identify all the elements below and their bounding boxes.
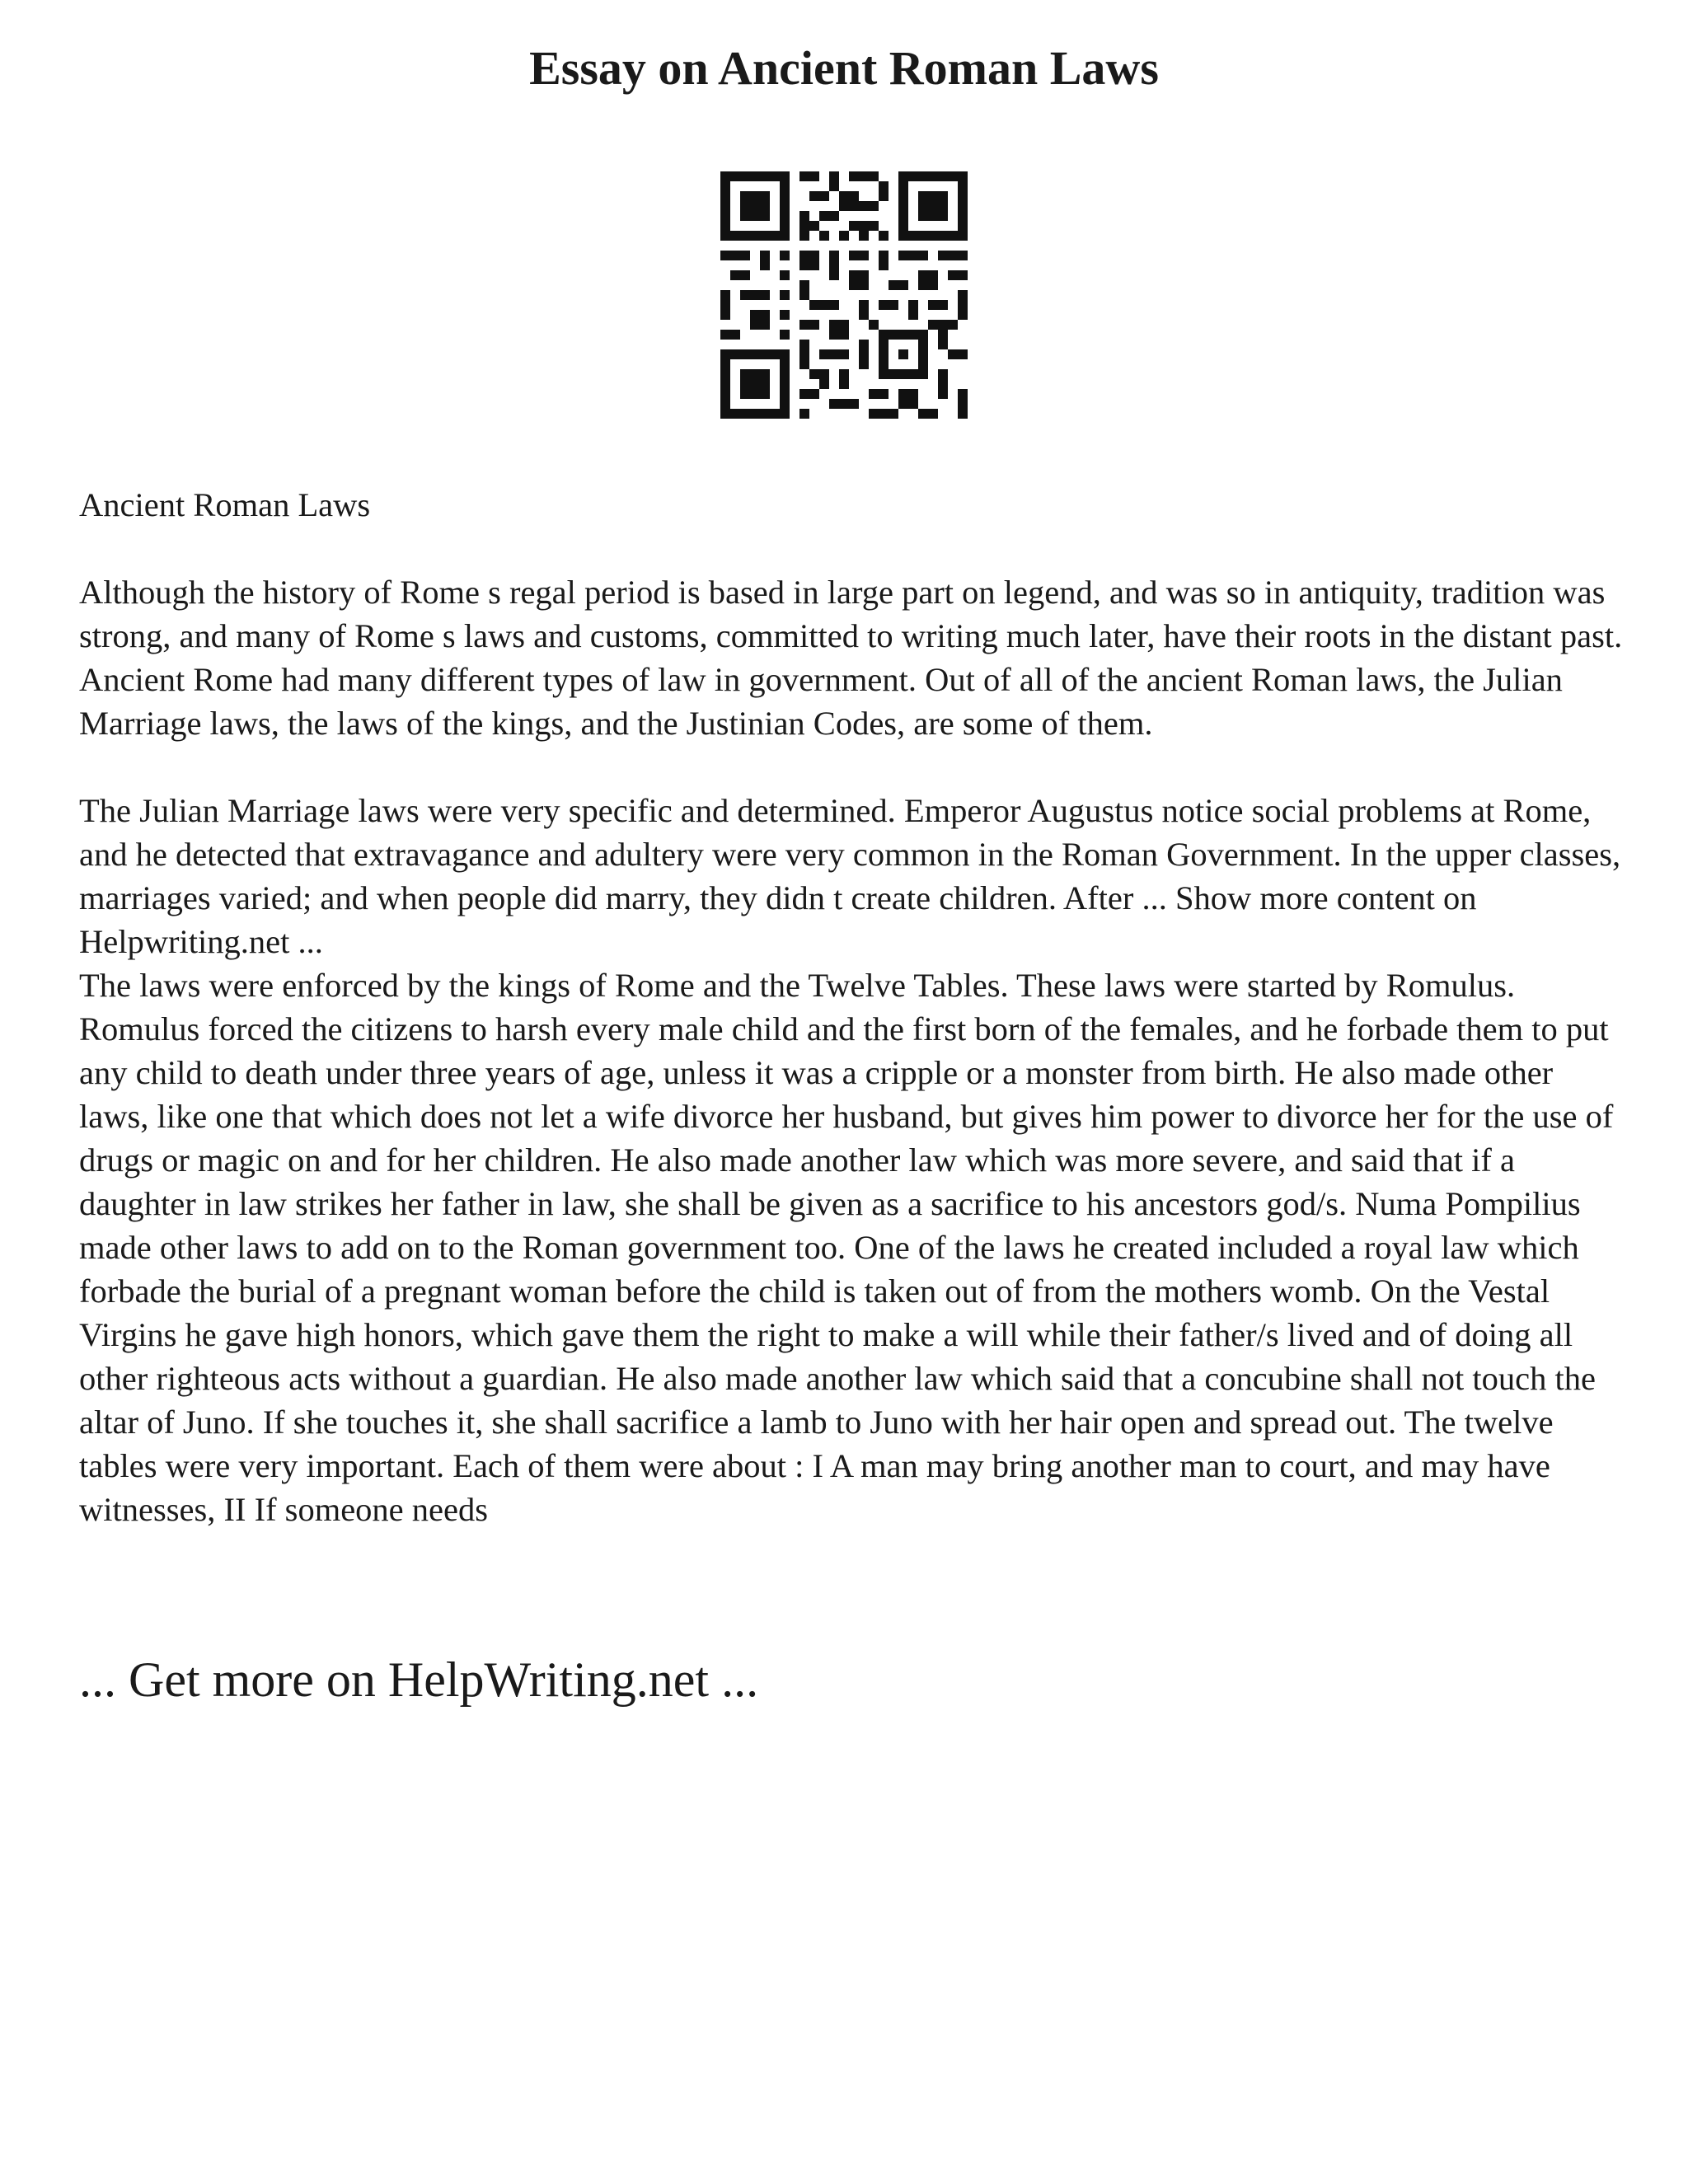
qr-code-icon: [720, 171, 968, 419]
qr-code-graphic: [720, 171, 968, 419]
essay-body: [79, 483, 1629, 1531]
section-heading: Ancient Roman Laws: [79, 486, 371, 523]
paragraph-julian-laws: The Julian Marriage laws were very specific and determined. Emperor Augustus notice social problems at Rome, and he detected that extravagance and adultery were very common in the Roman Government. In the upper classes, marriages varied; and when people did marry, they didn t create children. After ... Show more content on Helpwriting.net ...: [79, 792, 1621, 960]
page-title: Essay on Ancient Roman Laws: [529, 41, 1159, 95]
paragraph-laws-of-kings: The laws were enforced by the kings of Rome and the Twelve Tables. These laws were started by Romulus. Romulus forced the citizens to harsh every male child and the first born of the females, and he forbade them to put any child to death under three years of age, unless it was a cripple or a monster from birth. He also made other laws, like one that which does not let a wife divorce her husband, but gives him power to divorce her for the use of drugs or magic on and for her children. He also made another law which was more severe, and said that if a daughter in law strikes her father in law, she shall be given as a sacrifice to his ancestors god/s. Numa Pompilius made other laws to add on to the Roman government too. One of the laws he created included a royal law which forbade the burial of a pregnant woman before the child is taken out of from the mothers womb. On the Vestal Virgins he gave high honors, which gave them the right to make a will while their father/s lived and of doing all other righteous acts without a guardian. He also made another law which said that a concubine shall not touch the altar of Juno. If she touches it, she shall sacrifice a lamb to Juno with her hair open and spread out. The twelve tables were very important. Each of them were about : I A man may bring another man to court, and may have witnesses, II If someone needs: [79, 967, 1614, 1528]
paragraph-intro: Although the history of Rome s regal period is based in large part on legend, and was so in antiquity, tradition was strong, and many of Rome s laws and customs, committed to writing much later, have their roots in the distant past. Ancient Rome had many different types of law in government. Out of all of the ancient Roman laws, the Julian Marriage laws, the laws of the kings, and the Justinian Codes, are some of them.: [79, 574, 1623, 742]
get-more-link[interactable]: ... Get more on HelpWriting.net ...: [79, 1652, 759, 1707]
